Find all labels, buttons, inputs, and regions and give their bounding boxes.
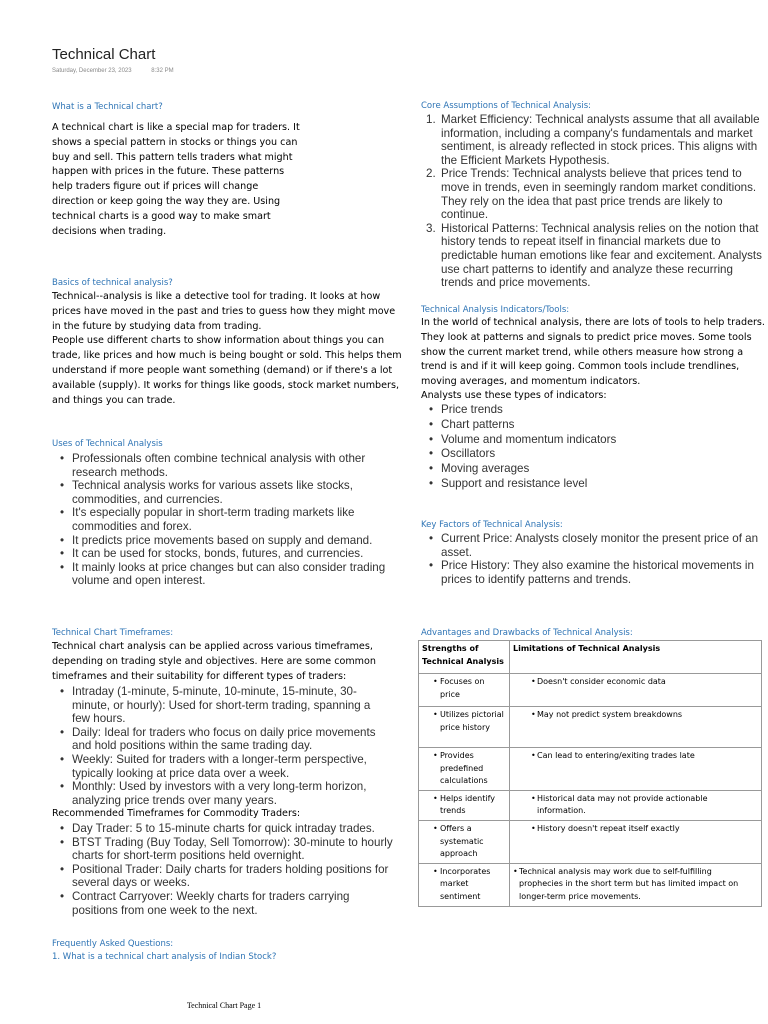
table-row xyxy=(419,674,762,707)
list-item: • Support and resistance level xyxy=(421,477,721,492)
page-date: Saturday, December 23, 2023 xyxy=(52,68,132,74)
list-item: • Moving averages xyxy=(421,462,721,477)
heading-faq: Frequently Asked Questions: xyxy=(52,939,174,949)
strength-text: • Helps identify trends xyxy=(422,793,506,818)
list-item: • It predicts price movements based on supply and demand. xyxy=(52,534,387,548)
list-text: Price Trends: Technical analysts believe that prices tend to move in trends, even in seemingly random market conditions. They rely on the idea that past price trends are likely to continue. xyxy=(441,167,757,222)
list-item: • Oscillators xyxy=(421,447,721,462)
strength-text: • Provides predefined calculations xyxy=(422,750,506,788)
timeframes-intro: Technical chart analysis can be applied across various timeframes, depending on trading style and objectives. Here are some common timeframes and their suitability for different types of traders: xyxy=(52,641,376,682)
table-row xyxy=(419,707,762,748)
limitation-cell xyxy=(510,863,762,906)
list-item xyxy=(421,167,766,221)
col-header-limitations: Limitations of Technical Analysis xyxy=(510,641,762,674)
list-item: • Professionals often combine technical analysis with other research methods. xyxy=(52,452,387,479)
list-item: • Price trends xyxy=(421,403,721,418)
strength-text: • Incorporates market sentiment xyxy=(422,866,506,904)
list-item: • Chart patterns xyxy=(421,418,721,433)
limitation-text: • Historical data may not provide actionable information. xyxy=(513,793,758,818)
limitation-text: • Doesn't consider economic data xyxy=(513,676,758,689)
key-factors-list xyxy=(421,532,766,586)
page-footer: Technical Chart Page 1 xyxy=(186,1001,262,1010)
table-row xyxy=(419,790,762,820)
list-number: 2. xyxy=(426,167,436,181)
list-item: • It can be used for stocks, bonds, futures, and currencies. xyxy=(52,547,387,561)
table-row xyxy=(419,748,762,791)
heading-advantages: Advantages and Drawbacks of Technical Analysis: xyxy=(421,628,633,638)
strength-cell xyxy=(419,820,510,863)
list-item: • Positional Trader: Daily charts for traders holding positions for several days or weeks. xyxy=(52,863,397,890)
basics-paragraph-2: People use different charts to show information about things you can trade, like prices and how much is being bought or sold. This helps them understand if more people want something (demand) or if there's a lot available (supply). It works for things like goods, stock market numbers, and things you can trade. xyxy=(52,335,402,406)
commodity-list xyxy=(52,822,397,917)
basics-paragraph-1: Technical--analysis is like a detective tool for trading. It looks at how prices have moved in the past and tries to guess how they might move in the future by studying data from trading. xyxy=(52,291,396,332)
list-item xyxy=(421,222,766,290)
list-item: • Contract Carryover: Weekly charts for traders carrying positions from one week to the next. xyxy=(52,890,397,917)
list-item: • Intraday (1-minute, 5-minute, 10-minute, 15-minute, 30-minute, or hourly): Used for short-term trading, spanning a few hours. xyxy=(52,685,387,726)
what-is-text: A technical chart is like a special map for traders. It shows a special pattern in stocks or things you can buy and sell. This pattern tells traders what might happen with prices in the future. These patterns help traders figure out if prices will change direction or keep going the way they are. Using technical charts is a good way to make smart decisions when trading. xyxy=(52,122,300,237)
list-item: • Weekly: Suited for traders with a longer-term perspective, typically looking at price data over a week. xyxy=(52,753,387,780)
list-text: Market Efficiency: Technical analysts assume that all available information, including a company's fundamentals and market sentiment, is already reflected in stock prices. This aligns with the Efficient Markets Hypothesis. xyxy=(441,113,760,167)
strength-cell xyxy=(419,790,510,820)
indicators-text: In the world of technical analysis, there are lots of tools to help traders. They look at patterns and signals to predict price moves. Some tools show the current market trend, while others measure how strong a trend is and if it will keep going. Common tools include trendlines, moving averages, and momentum indicators. xyxy=(421,317,765,388)
heading-basics: Basics of technical analysis? xyxy=(52,278,173,288)
indicators-list-block xyxy=(421,403,721,492)
col-header-strengths: Strengths of Technical Analysis xyxy=(419,641,510,674)
strength-cell xyxy=(419,674,510,707)
strength-cell xyxy=(419,707,510,748)
strength-cell xyxy=(419,748,510,791)
timeframes-list xyxy=(52,685,387,807)
commodity-subheading: Recommended Timeframes for Commodity Traders: xyxy=(52,808,301,819)
list-text: Historical Patterns: Technical analysis relies on the notion that history tends to repeat itself in financial markets due to predictable human emotions like fear and excitement. Analysts use chart patterns to identify and analyze these recurring trends and price movements. xyxy=(441,221,762,290)
uses-list-block xyxy=(52,452,387,588)
list-number: 1. xyxy=(426,113,436,126)
list-item: • BTST Trading (Buy Today, Sell Tomorrow): 30-minute to hourly charts for short-term positions held overnight. xyxy=(52,836,397,863)
timeframes-list-block xyxy=(52,685,387,807)
heading-indicators: Technical Analysis Indicators/Tools: xyxy=(421,305,570,315)
page-meta xyxy=(52,68,192,74)
list-item: • Monthly: Used by investors with a very long-term horizon, analyzing price trends over many years. xyxy=(52,780,387,807)
limitation-cell xyxy=(510,707,762,748)
limitation-cell xyxy=(510,748,762,791)
limitation-text: • Can lead to entering/exiting trades late xyxy=(513,750,758,763)
limitation-cell xyxy=(510,674,762,707)
limitation-text: • Technical analysis may work due to self-fulfilling prophecies in the short term but has limited impact on longer-term price movements. xyxy=(513,866,758,904)
list-number: 3. xyxy=(426,221,436,235)
limitation-text: • History doesn't repeat itself exactly xyxy=(513,823,758,836)
strength-text: • Offers a systematic approach xyxy=(422,823,506,861)
core-assumptions-list xyxy=(421,113,766,290)
list-item: • It mainly looks at price changes but can also consider trading volume and open interest. xyxy=(52,561,387,588)
core-assumptions-block xyxy=(421,113,766,290)
list-item: • Day Trader: 5 to 15-minute charts for quick intraday trades. xyxy=(52,822,397,836)
list-item: • Technical analysis works for various assets like stocks, commodities, and currencies. xyxy=(52,479,387,506)
limitation-cell xyxy=(510,820,762,863)
list-item: • It's especially popular in short-term trading markets like commodities and forex. xyxy=(52,506,387,533)
advantages-table xyxy=(418,640,762,907)
commodity-list-block xyxy=(52,822,397,917)
list-item: • Daily: Ideal for traders who focus on daily price movements and hold positions within the same trading day. xyxy=(52,726,387,753)
key-factors-block xyxy=(421,532,766,586)
strength-text: • Utilizes pictorial price history xyxy=(422,709,506,734)
heading-uses: Uses of Technical Analysis xyxy=(52,439,163,449)
table-row xyxy=(419,863,762,906)
heading-timeframes: Technical Chart Timeframes: xyxy=(52,628,174,638)
list-item: • Volume and momentum indicators xyxy=(421,433,721,448)
indicators-list xyxy=(421,403,721,492)
page-title: Technical Chart xyxy=(52,46,156,63)
indicators-lead: Analysts use these types of indicators: xyxy=(421,390,607,401)
heading-core-assumptions: Core Assumptions of Technical Analysis: xyxy=(421,101,592,111)
table-header-row xyxy=(419,641,762,674)
table-row xyxy=(419,820,762,863)
list-item xyxy=(421,113,766,167)
limitation-cell xyxy=(510,790,762,820)
list-item: • Current Price: Analysts closely monitor the present price of an asset. xyxy=(421,532,766,559)
strength-text: • Focuses on price xyxy=(422,676,506,701)
strength-cell xyxy=(419,863,510,906)
heading-key-factors: Key Factors of Technical Analysis: xyxy=(421,520,563,530)
basics-block xyxy=(52,290,402,408)
limitation-text: • May not predict system breakdowns xyxy=(513,709,758,722)
faq-question-1[interactable]: 1. What is a technical chart analysis of Indian Stock? xyxy=(52,952,277,962)
uses-list xyxy=(52,452,387,588)
heading-what-is: What is a Technical chart? xyxy=(52,102,163,112)
page-time: 8:32 PM xyxy=(151,68,174,74)
list-item: • Price History: They also examine the historical movements in prices to identify patterns and trends. xyxy=(421,559,766,586)
